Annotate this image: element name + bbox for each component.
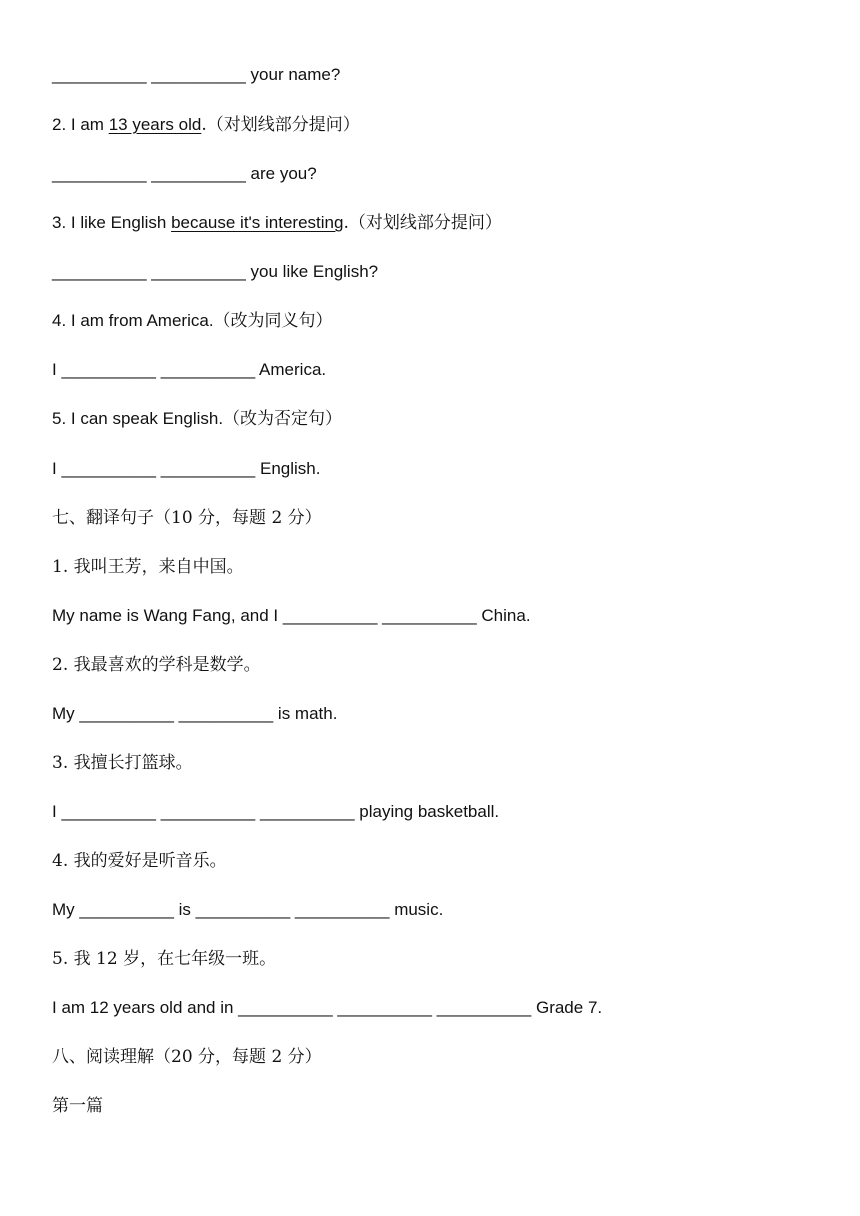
q3-prefix: 3. I like English	[52, 213, 172, 232]
q5-answer-line: I __________ __________ English.	[52, 459, 321, 478]
passage-1-heading: 第一篇	[52, 1096, 103, 1116]
q2-prompt	[52, 114, 360, 136]
translate-q4-answer: My __________ is __________ __________ music.	[52, 900, 444, 919]
q2-instruction: .（对划线部分提问）	[201, 115, 360, 135]
q3-prompt	[52, 212, 502, 234]
q2-answer-line: __________ __________ are you?	[52, 164, 317, 183]
translate-q2-answer: My __________ __________ is math.	[52, 704, 338, 723]
translate-q3-answer: I __________ __________ __________ playing basketball.	[52, 802, 500, 821]
translate-q1-answer: My name is Wang Fang, and I __________ __________ China.	[52, 606, 531, 625]
q2-prefix: 2. I am	[52, 115, 109, 134]
q4-prompt: 4. I am from America.（改为同义句）	[52, 311, 333, 330]
q3-underlined-phrase: because it's interesting	[171, 213, 344, 232]
translate-q5-prompt: 5. 我 12 岁，在七年级一班。	[52, 949, 277, 969]
translate-q2-prompt: 2. 我最喜欢的学科是数学。	[52, 655, 261, 675]
translate-q1-prompt: 1. 我叫王芳，来自中国。	[52, 557, 244, 577]
section-8-heading: 八、阅读理解（20 分，每题 2 分）	[52, 1047, 322, 1067]
translate-q3-prompt: 3. 我擅长打篮球。	[52, 753, 193, 773]
q2-underlined-phrase: 13 years old	[108, 115, 202, 134]
section-7-heading: 七、翻译句子（10 分，每题 2 分）	[52, 508, 322, 528]
q1-answer-line: __________ __________ your name?	[52, 65, 341, 84]
q5-prompt: 5. I can speak English.（改为否定句）	[52, 409, 343, 428]
q3-instruction: .（对划线部分提问）	[343, 213, 502, 233]
q3-answer-line: __________ __________ you like English?	[52, 262, 379, 281]
translate-q5-answer: I am 12 years old and in __________ __________ __________ Grade 7.	[52, 998, 603, 1017]
translate-q4-prompt: 4. 我的爱好是听音乐。	[52, 851, 227, 871]
q4-answer-line: I __________ __________ America.	[52, 360, 327, 379]
